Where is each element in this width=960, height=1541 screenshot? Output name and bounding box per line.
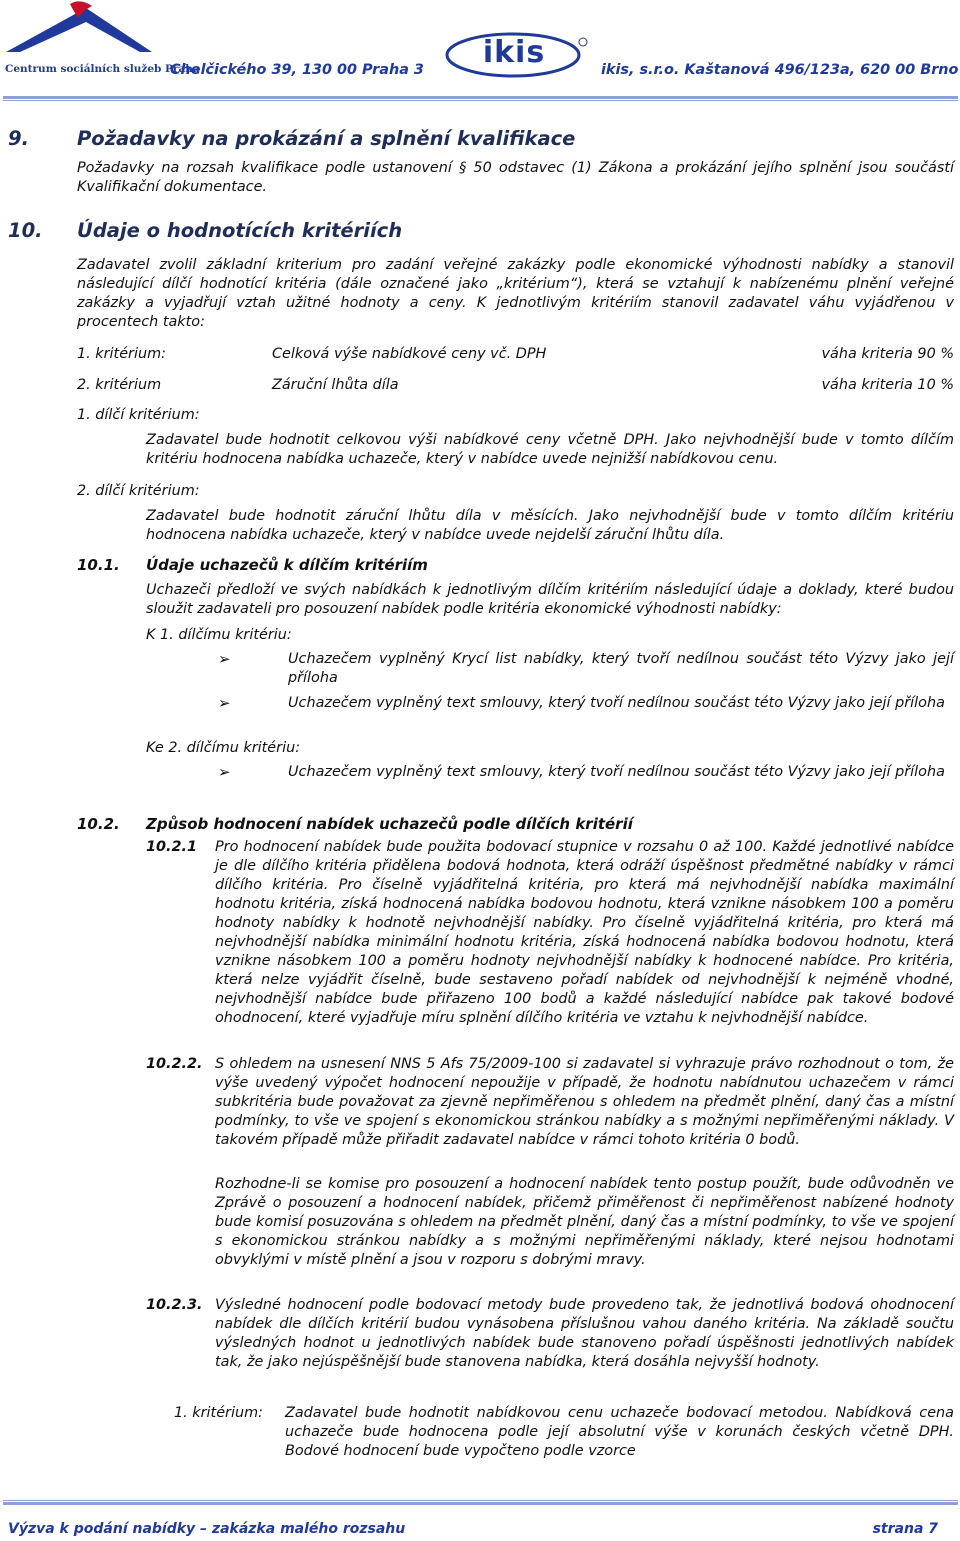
criterion-2-weight: váha kriteria 10 % bbox=[821, 377, 954, 393]
section-10-intro: Zadavatel zvolil základní kriterium pro zadání veřejné zakázky podle ekonomické výhodnosti nabídky a stanovil následující dílčí hodnotící kritéria (dále označené jako „kritérium“), která se vztahují k nabízenému plnění veřejné zakázky a vyjadřují vztah užitné hodnoty a ceny. K jednotlivým kritériím stanovil zadavatel váhu vyjádřenou v procentech takto: bbox=[77, 257, 954, 330]
criterion-1-weight: váha kriteria 90 % bbox=[821, 346, 954, 362]
section-10-title: Údaje o hodnotících kritériích bbox=[77, 219, 403, 242]
subcriterion-2-text: Zadavatel bude hodnotit záruční lhůtu díla v měsících. Jako nejvhodnější bude v tomto dílčím kritériu hodnocena nabídka uchazeče, který v nabídce uvede nejdelší záruční lhůtu díla. bbox=[146, 508, 954, 543]
paragraph-10-2-3: Výsledné hodnocení podle bodovací metody bude provedeno tak, že jednotlivá bodová ohodnocení nabídek dle dílčích kritérií budou vynásobena příslušnou vahou daného kritéria. Na základě součtu výsledných hodnot u jednotlivých nabídek bude stanoveno pořadí úspěšnosti jednotlivých nabídek tak, že jako nejúspěšnější bude stanovena nabídka, která dosáhla nejvyšší hodnoty. bbox=[215, 1297, 954, 1370]
paragraph-10-2-2-continued: Rozhodne-li se komise pro posouzení a hodnocení nabídek tento postup použít, bude odůvodněn ve Zprávě o posouzení a hodnocení nabídek, přičemž přiměřenost či nepřiměřenost nabízené hodnoty bude komisí posuzována s ohledem na předmět plnění, daný čas a místní podmínky, to vše ve spojení s ekonomickou stránkou nabídky a s možnými nepřiměřenými náklady, které nejsou hodnotami obvyklými v místě plnění a jsou v rozporu s dobrými mravy. bbox=[215, 1176, 954, 1268]
k1-label: K 1. dílčímu kritériu: bbox=[146, 627, 292, 643]
section-10-number: 10. bbox=[8, 219, 43, 242]
logo-text: Centrum sociálních služeb Praha bbox=[5, 63, 200, 75]
page-number: strana 7 bbox=[872, 1521, 938, 1537]
section-9-body: Požadavky na rozsah kvalifikace podle ustanovení § 50 odstavec (1) Zákona a prokázání jejího splnění jsou součástí Kvalifikační dokumentace. bbox=[77, 160, 954, 195]
footer-title: Výzva k podání nabídky – zakázka malého rozsahu bbox=[8, 1521, 406, 1537]
k2-label: Ke 2. dílčímu kritériu: bbox=[146, 740, 301, 756]
bullet-arrow-icon: ➢ bbox=[218, 694, 231, 712]
css-praha-logo bbox=[0, 0, 200, 92]
header-rule-thin bbox=[3, 100, 958, 101]
bullet-arrow-icon: ➢ bbox=[218, 763, 231, 781]
section-10-1-title: Údaje uchazečů k dílčím kritériím bbox=[146, 556, 428, 574]
paragraph-10-2-1-number: 10.2.1 bbox=[146, 839, 197, 855]
criterion-1-name: Celková výše nabídkové ceny vč. DPH bbox=[272, 346, 547, 362]
paragraph-10-2-1: Pro hodnocení nabídek bude použita bodovací stupnice v rozsahu 0 až 100. Každé jednotlivé nabídce je dle dílčího kritéria přidělena bodová hodnota, která odráží úspěšnost předmětné nabídky v rámci dílčího kritéria. Pro číselně vyjádřitelná kritéria, pro která má nejvhodnější nabídka maximální hodnotu kritéria, získá hodnocená nabídka bodovou hodnotu, která vznikne násobkem 100 a poměru hodnoty nabídky k hodnotě nejvhodnější nabídky. Pro číselně vyjádřitelná kritéria, pro která má nejvhodnější nabídka minimální hodnotu kritéria, získá hodnocená nabídka bodovou hodnotu, která vznikne násobkem 100 a poměru hodnoty nejvhodnější nabídky k hodnocené nabídce. Pro kritéria, která nelze vyjádřit číselně, bude sestaveno pořadí nabídek od nejvhodnější k nejméně vhodné, nejvhodnější nabídce bude přiřazeno 100 bodů a každé následující nabídce pak takové bodové ohodnocení, které vyjadřuje míru splnění dílčího kritéria ve vztahu k nejvhodnější nabídce. bbox=[215, 839, 954, 1026]
bullet-arrow-icon: ➢ bbox=[218, 650, 231, 668]
header-address-right: ikis, s.r.o. Kaštanová 496/123a, 620 00 Brno bbox=[601, 62, 959, 78]
k2-item-1: Uchazečem vyplněný text smlouvy, který tvoří nedílnou součást této Výzvy jako její příloha bbox=[288, 764, 945, 780]
criterion-1-label: 1. kritérium: bbox=[77, 346, 166, 362]
paragraph-10-2-2: S ohledem na usnesení NNS 5 Afs 75/2009-100 si zadavatel si vyhrazuje právo rozhodnout o tom, že výše uvedený výpočet hodnocení nepoužije v případě, že hodnotu nabídnutou uchazečem v rámci subkritéria bude považovat za zjevně nepřiměřenou s ohledem na předmět plnění, daný čas a místní podmínky, to vše ve spojení s ekonomickou stránkou nabídky a s možnými nepřiměřenými náklady. V takovém případě může přiřadit zadavatel nabídce v rámci tohoto kritéria 0 bodů. bbox=[215, 1056, 954, 1148]
section-9-title: Požadavky na prokázání a splnění kvalifikace bbox=[77, 127, 576, 150]
section-10-2-title: Způsob hodnocení nabídek uchazečů podle dílčích kritérií bbox=[146, 815, 633, 833]
footer-rule bbox=[3, 1502, 958, 1505]
section-9-number: 9. bbox=[8, 127, 29, 150]
subcriterion-2-label: 2. dílčí kritérium: bbox=[77, 483, 200, 499]
paragraph-10-2-3-number: 10.2.3. bbox=[146, 1297, 203, 1313]
ikis-logo bbox=[443, 30, 593, 82]
evaluation-criterion-1-text: Zadavatel bude hodnotit nabídkovou cenu uchazeče bodovací metodou. Nabídková cena uchazeče bude hodnocena podle její absolutní výše v korunách českých včetně DPH. Bodové hodnocení bude vypočteno podle vzorce bbox=[285, 1405, 954, 1459]
k1-item-1: Uchazečem vyplněný Krycí list nabídky, který tvoří nedílnou součást této Výzvy jako její příloha bbox=[288, 651, 954, 686]
footer-rule-thin bbox=[3, 1500, 958, 1501]
section-10-2-number: 10.2. bbox=[77, 815, 120, 833]
subcriterion-1-label: 1. dílčí kritérium: bbox=[77, 407, 200, 423]
section-10-1-number: 10.1. bbox=[77, 556, 120, 574]
subcriterion-1-text: Zadavatel bude hodnotit celkovou výši nabídkové ceny včetně DPH. Jako nejvhodnější bude v tomto dílčím kritériu hodnocena nabídka uchazeče, který v nabídce uvede nejnižší nabídkovou cenu. bbox=[146, 432, 954, 467]
paragraph-10-2-2-number: 10.2.2. bbox=[146, 1056, 203, 1072]
roof-logo-icon bbox=[0, 0, 160, 60]
header-address-left: Chelčického 39, 130 00 Praha 3 bbox=[170, 62, 424, 78]
section-10-1-intro: Uchazeči předloží ve svých nabídkách k jednotlivým dílčím kritériím následující údaje a doklady, které budou sloužit zadavateli pro posouzení nabídek podle kritéria ekonomické výhodnosti nabídky: bbox=[146, 582, 954, 617]
criterion-2-label: 2. kritérium bbox=[77, 377, 162, 393]
criterion-2-name: Záruční lhůta díla bbox=[272, 377, 399, 393]
evaluation-criterion-1-label: 1. kritérium: bbox=[174, 1405, 263, 1421]
ikis-logo-text: ikis bbox=[482, 35, 546, 70]
header-rule bbox=[3, 96, 958, 99]
k1-item-2: Uchazečem vyplněný text smlouvy, který tvoří nedílnou součást této Výzvy jako její příloha bbox=[288, 695, 945, 711]
